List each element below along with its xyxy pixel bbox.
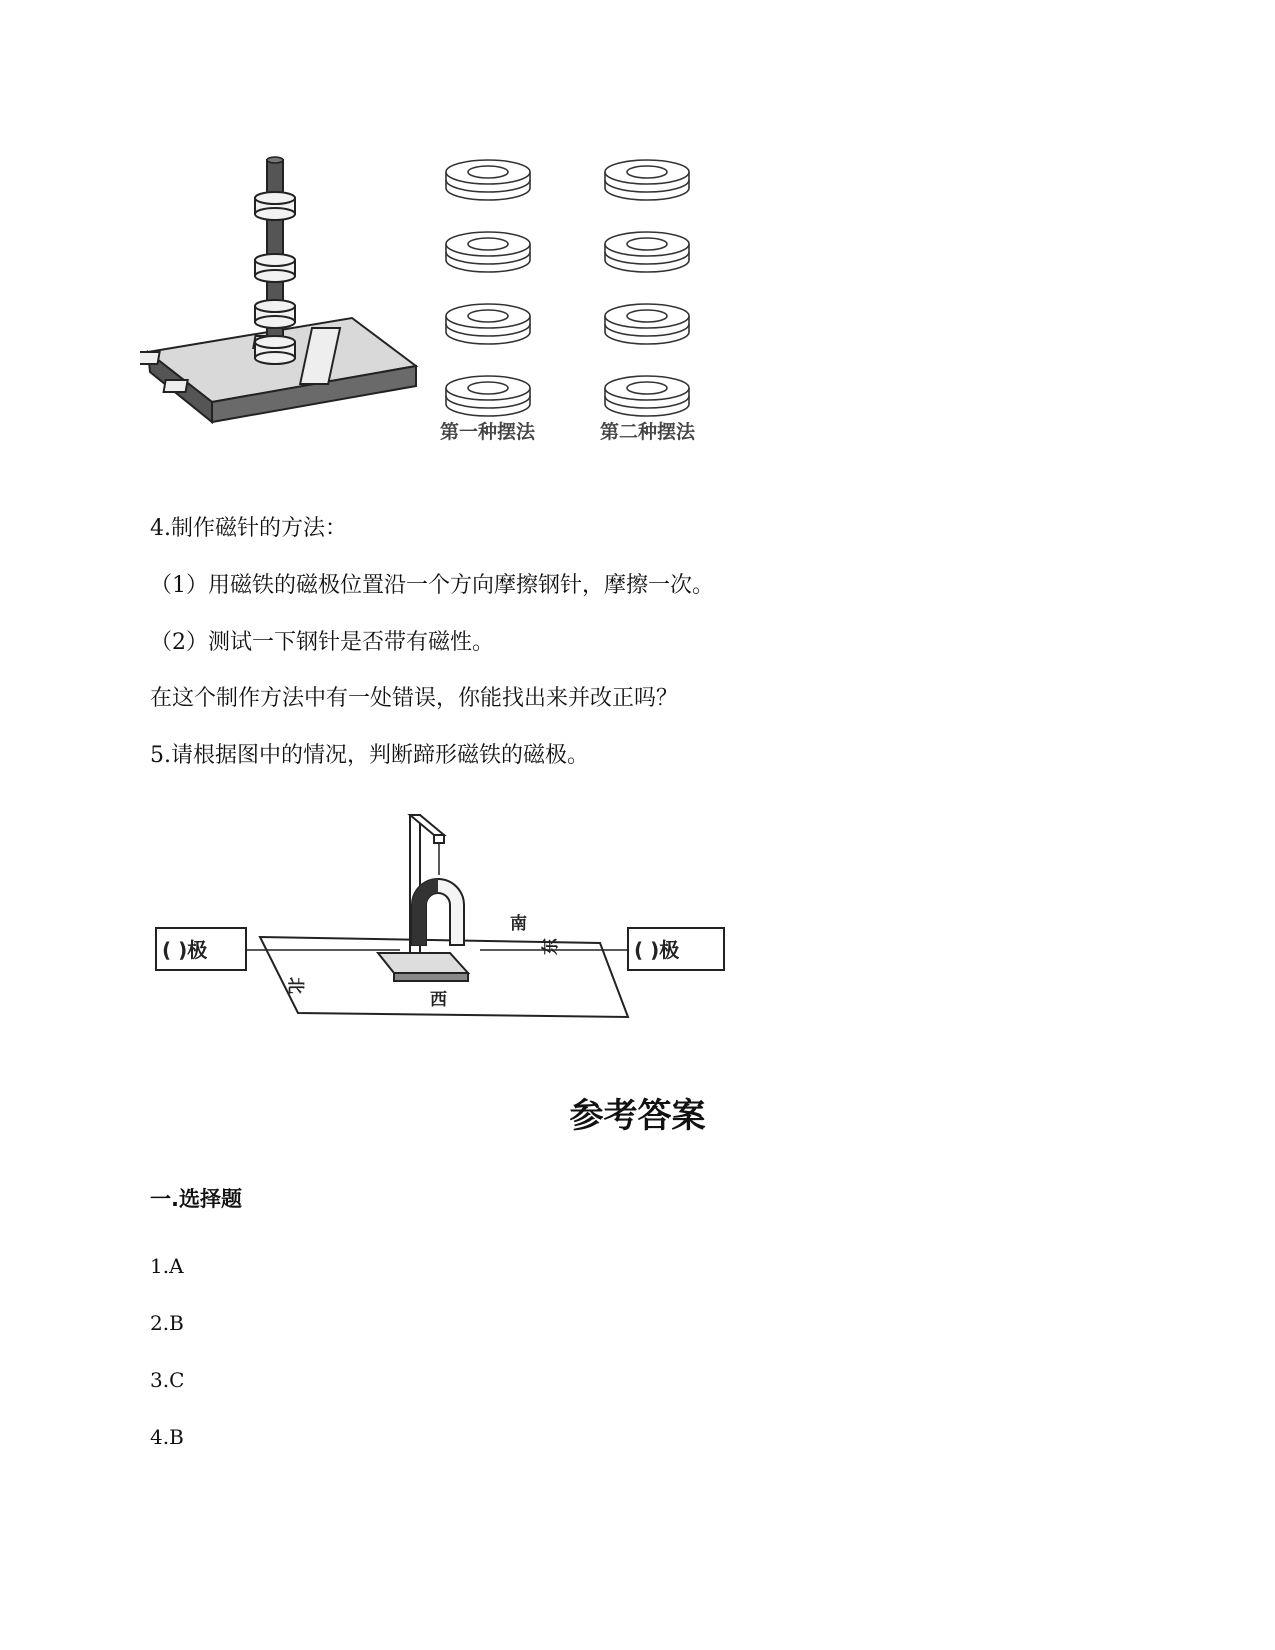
ring-magnets-figure xyxy=(140,140,740,470)
caption-second-arrangement: 第二种摆法 xyxy=(600,421,696,443)
left-pole-label: ( )极 xyxy=(162,938,208,962)
direction-east-label: 东 xyxy=(541,938,561,955)
horseshoe-magnet-figure xyxy=(150,805,770,1040)
first-arrangement-column xyxy=(446,160,530,416)
answer-item: 1.A xyxy=(150,1254,184,1278)
direction-west-label: 西 xyxy=(430,990,447,1010)
caption-first-arrangement: 第一种摆法 xyxy=(440,421,536,443)
rod-stand-illustration xyxy=(140,157,416,422)
question-4-step-1: （1）用磁铁的磁极位置沿一个方向摩擦钢针，摩擦一次。 xyxy=(150,573,714,598)
answer-item: 2.B xyxy=(150,1311,184,1335)
direction-south-label: 南 xyxy=(510,914,527,934)
question-4-title: 4.制作磁针的方法： xyxy=(150,516,347,541)
answer-item: 3.C xyxy=(150,1368,185,1392)
right-pole-label: ( )极 xyxy=(634,938,680,962)
question-4-step-2: （2）测试一下钢针是否带有磁性。 xyxy=(150,630,494,655)
second-arrangement-column xyxy=(605,160,689,416)
direction-north-label: 北 xyxy=(285,977,305,994)
answer-key-heading: 参考答案 xyxy=(569,1096,706,1136)
question-5-title: 5.请根据图中的情况，判断蹄形磁铁的磁极。 xyxy=(150,743,589,768)
answer-item: 4.B xyxy=(150,1425,184,1449)
question-4-prompt: 在这个制作方法中有一处错误，你能找出来并改正吗？ xyxy=(150,686,679,711)
section-multiple-choice-title: 一.选择题 xyxy=(150,1187,242,1211)
